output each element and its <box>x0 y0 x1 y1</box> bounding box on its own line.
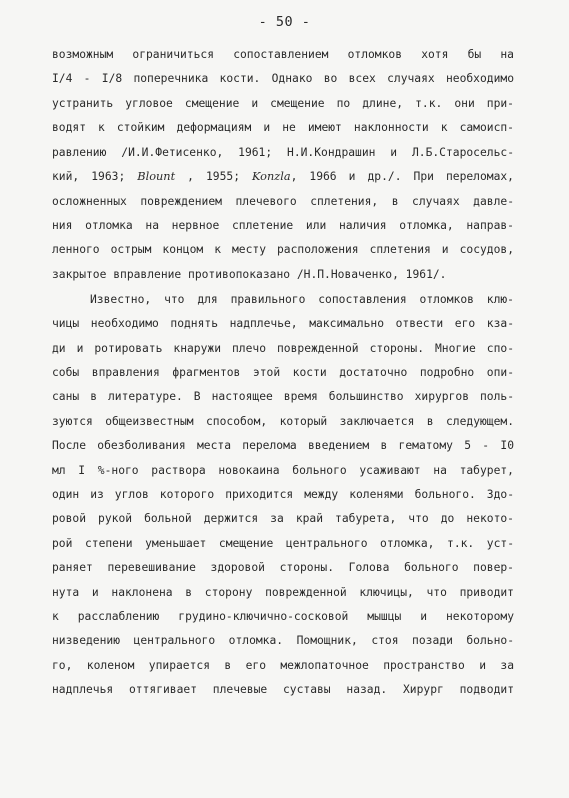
text-line: саны в литературе. В настоящее время большинство хирургов поль- <box>52 390 514 403</box>
text-fragment: , 1955; <box>175 170 253 183</box>
text-line: чицы необходимо поднять надплечье, максимально отвести его кза- <box>52 317 514 330</box>
text-line: к расслаблению грудино-ключично-сосковой мышцы и некоторому <box>52 610 514 623</box>
text-line: ния отломка на нервное сплетение или наличия отломка, направ- <box>52 219 514 232</box>
text-line: После обезболивания места перелома введением в гематому 5 - I0 <box>52 439 514 452</box>
text-fragment: , 1966 и др./. При переломах, <box>290 170 514 183</box>
text-line: ди и ротировать кнаружи плечо поврежденной стороны. Многие спо- <box>52 342 514 355</box>
text-line: равлению /И.И.Фетисенко, 1961; Н.И.Кондрашин и Л.Б.Старосельс- <box>52 146 514 159</box>
text-line: осложненных повреждением плечевого сплетения, в случаях давле- <box>52 195 514 208</box>
text-line: закрытое вправление противопоказано /Н.П.Новаченко, 1961/. <box>52 268 447 281</box>
page-number: - 50 - <box>258 14 311 30</box>
text-line: ровой рукой больной держится за край табурета, что до некото- <box>52 512 514 525</box>
text-line: зуются общеизвестным способом, который заключается в следующем. <box>52 415 514 428</box>
text-line: ленного острым концом к месту расположения сплетения и сосудов, <box>52 243 514 256</box>
text-line: I/4 - I/8 поперечника кости. Однако во всех случаях необходимо <box>52 72 514 85</box>
handwritten-author-name: Blount <box>137 170 176 183</box>
text-line: раняет перевешивание здоровой стороны. Голова больного повер- <box>52 561 514 574</box>
text-line: го, коленом упирается в его межлопаточное пространство и за <box>52 659 514 672</box>
text-line: устранить угловое смещение и смещение по длине, т.к. они при- <box>52 97 514 110</box>
text-line: собы вправления фрагментов этой кости достаточно подробно опи- <box>52 366 514 379</box>
text-line: возможным ограничиться сопоставлением отломков хотя бы на <box>52 48 514 61</box>
text-line-with-handwritten-names <box>52 170 514 184</box>
text-line: водят к стойким деформациям и не имеют наклонности к самоисп- <box>52 121 514 134</box>
text-line: мл I %-ного раствора новокаина больного усаживают на табурет, <box>52 464 514 477</box>
text-line: рой степени уменьшает смещение центрального отломка, т.к. уст- <box>52 537 514 550</box>
paragraph-first-line: Известно, что для правильного сопоставления отломков клю- <box>90 293 514 306</box>
text-line: один из углов которого приходится между коленями больного. Здо- <box>52 488 514 501</box>
text-line: нута и наклонена в сторону поврежденной ключицы, что приводит <box>52 586 514 599</box>
handwritten-author-name: Konzla <box>252 170 291 183</box>
text-fragment: кий, 1963; <box>52 170 138 183</box>
text-line: низведению центрального отломка. Помощник, стоя позади больно- <box>52 634 514 647</box>
text-line: надплечья оттягивает плечевые суставы назад. Хирург подводит <box>52 683 514 696</box>
